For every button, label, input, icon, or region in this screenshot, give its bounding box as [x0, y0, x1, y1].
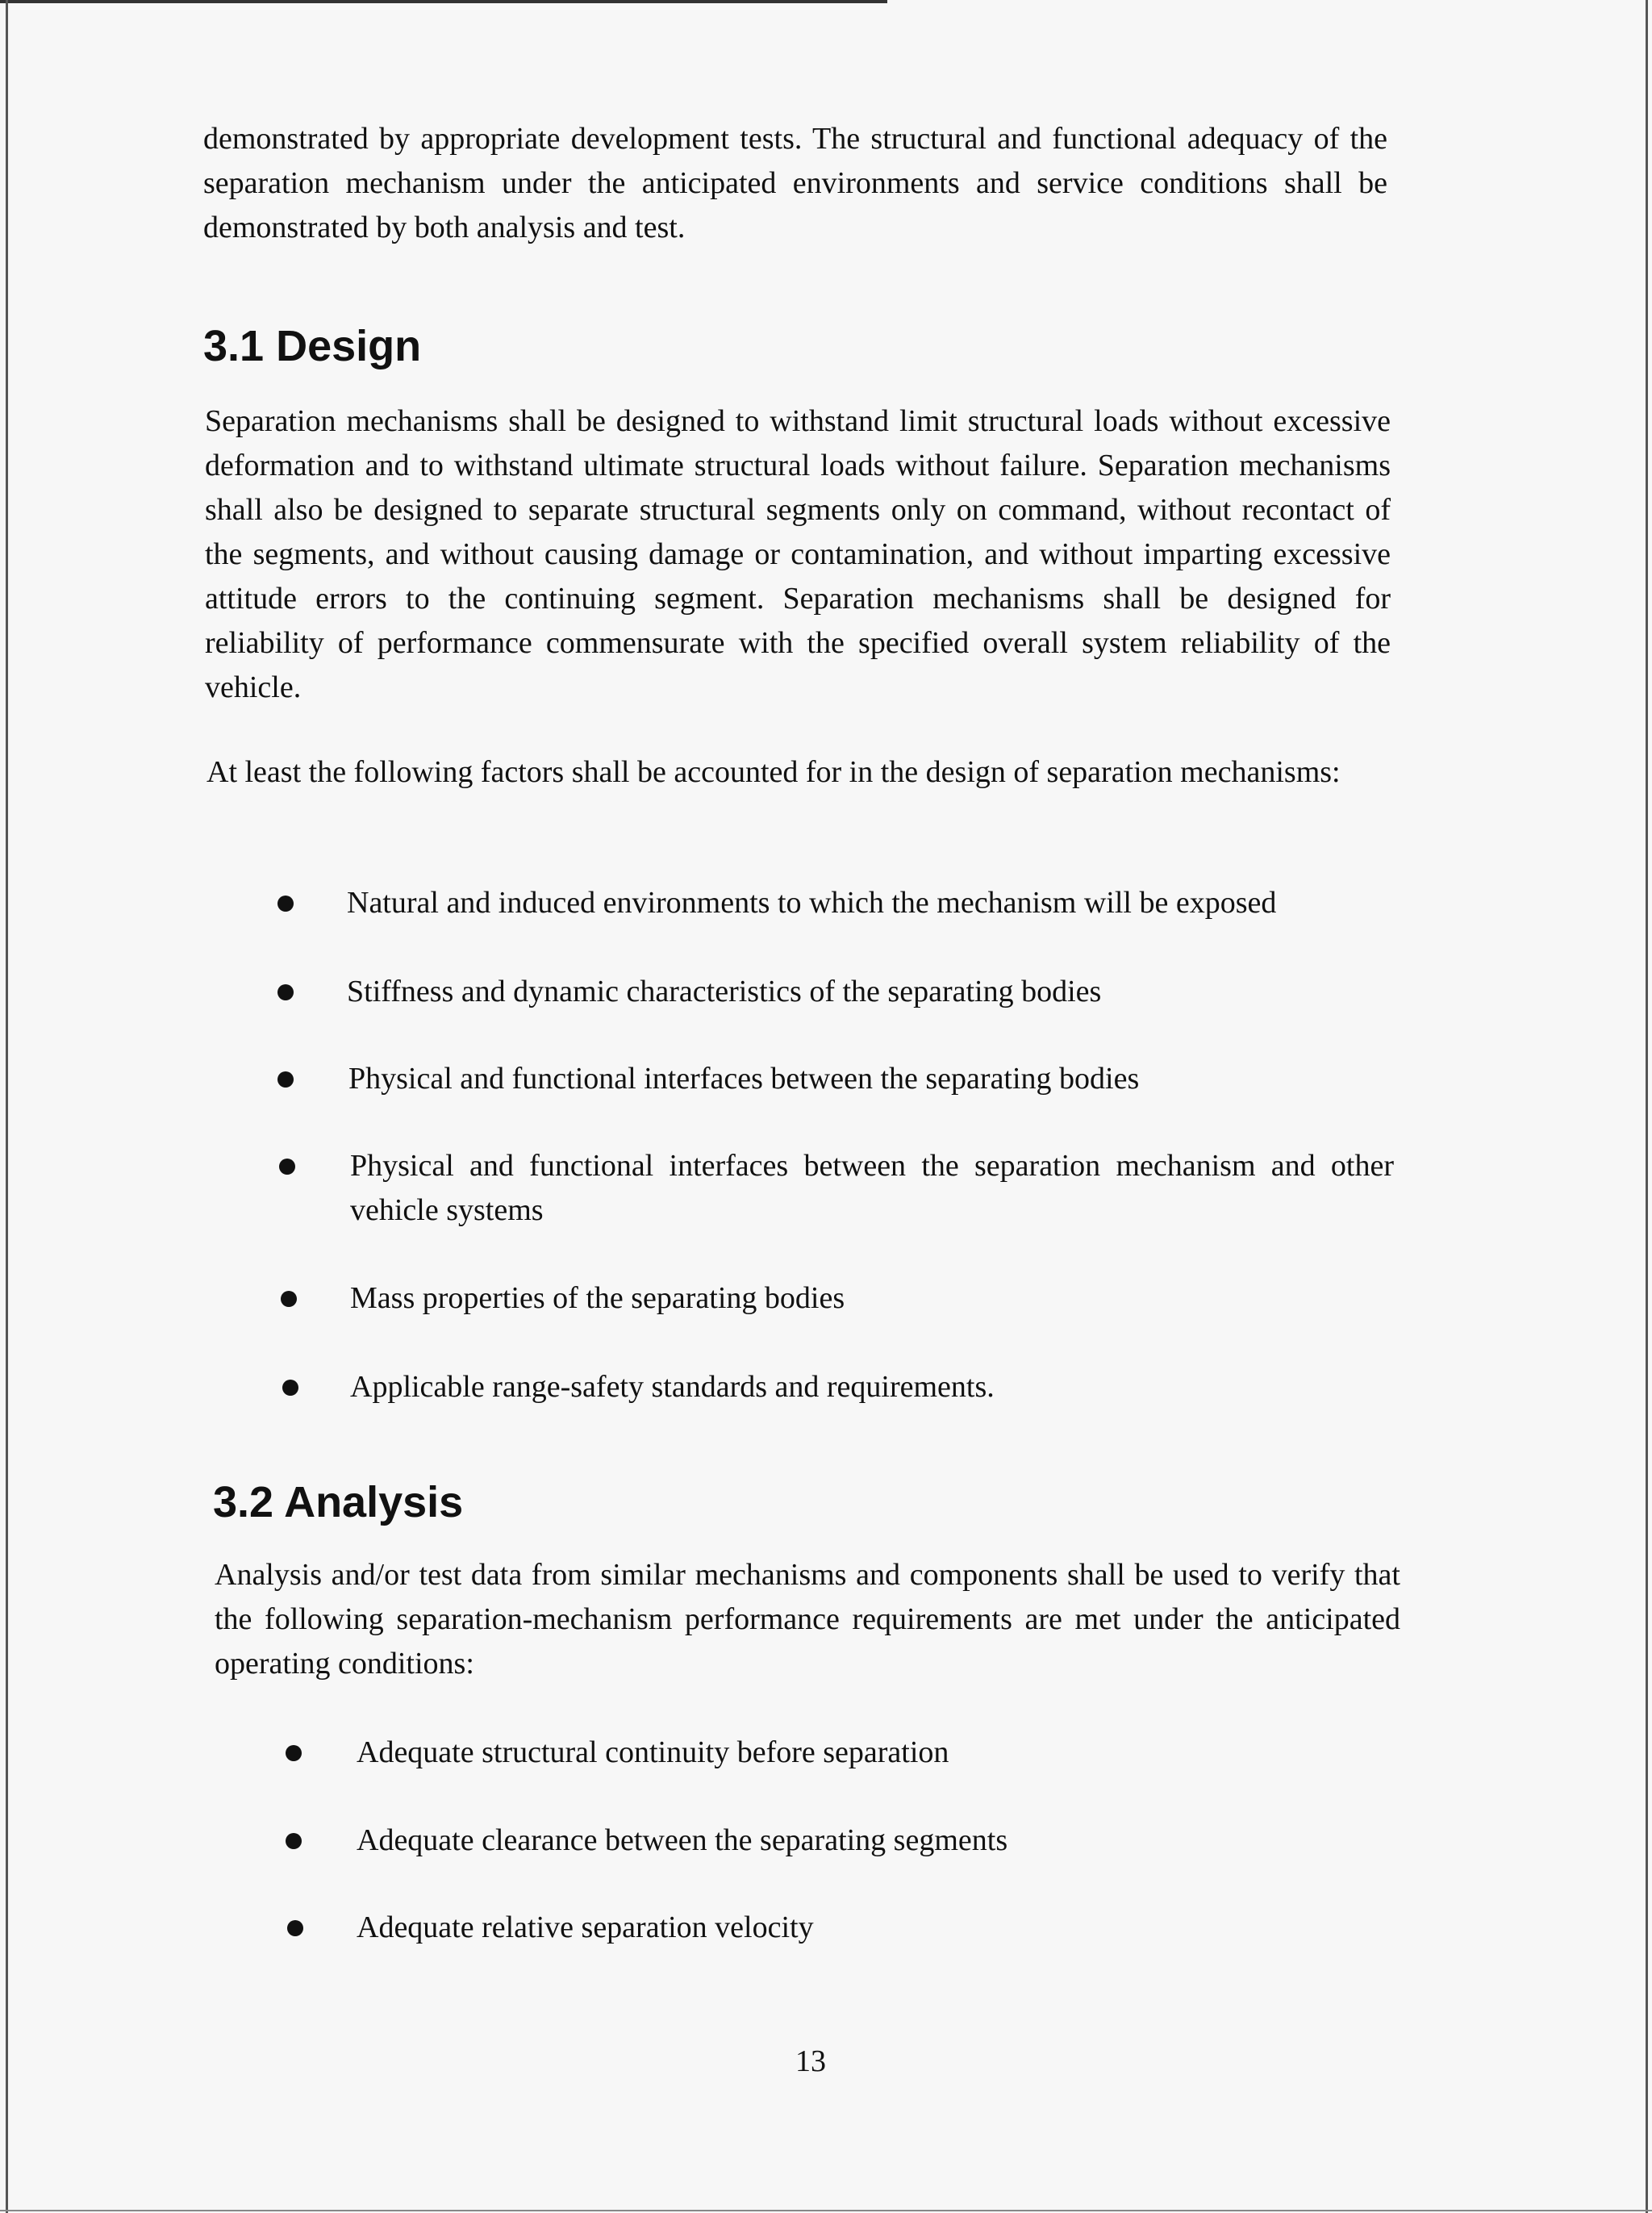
design-bullet-text: Physical and functional interfaces between the separation mechanism and other vehicle systems — [350, 1149, 1394, 1227]
page-edge-right — [1646, 0, 1648, 2213]
design-bullet-text: Applicable range-safety standards and requirements. — [350, 1370, 995, 1404]
bullet-dot-icon — [282, 1380, 298, 1396]
page-edge-top — [0, 0, 887, 3]
intro-paragraph: demonstrated by appropriate development tests. The structural and functional adequacy of the separation mechanism under the anticipated environments and service conditions shall be demonstrated by both analysis and test. — [203, 122, 1387, 244]
design-paragraph-2: At least the following factors shall be accounted for in the design of separation mechanisms: — [206, 755, 1341, 789]
design-paragraph-1: Separation mechanisms shall be designed to withstand limit structural loads without excessive deformation and to withstand ultimate structural loads without failure. Separation mechanisms shall also be designed to separate structural segments only on command, without recontact of the segments, and without causing damage or contamination, and without imparting excessive attitude errors to the continuing segment. Separation mechanisms shall be designed for reliability of performance commensurate with the specified overall system reliability of the vehicle. — [205, 404, 1391, 704]
analysis-paragraph-1: Analysis and/or test data from similar mechanisms and components shall be used to verify that the following separation-mechanism performance requirements are met under the anticipated operating conditions: — [215, 1558, 1400, 1681]
design-bullet-text: Mass properties of the separating bodies — [350, 1281, 845, 1315]
analysis-bullet-text: Adequate clearance between the separating segments — [357, 1823, 1008, 1857]
design-bullet-text: Physical and functional interfaces between the separating bodies — [348, 1062, 1140, 1096]
bullet-dot-icon — [277, 984, 294, 1000]
bullet-dot-icon — [281, 1291, 297, 1307]
bullet-dot-icon — [277, 896, 294, 912]
design-bullet-text: Natural and induced environments to which the mechanism will be exposed — [347, 886, 1277, 920]
bullet-dot-icon — [279, 1159, 295, 1175]
bullet-dot-icon — [287, 1920, 303, 1936]
bullet-dot-icon — [286, 1833, 302, 1849]
analysis-bullet-text: Adequate structural continuity before separation — [357, 1735, 949, 1769]
section-heading-analysis: 3.2 Analysis — [213, 1478, 464, 1526]
page-number: 13 — [795, 2044, 826, 2078]
design-bullet-text: Stiffness and dynamic characteristics of the separating bodies — [347, 975, 1102, 1008]
bullet-dot-icon — [277, 1071, 294, 1088]
page-edge-bottom — [0, 2210, 1652, 2211]
bullet-dot-icon — [286, 1745, 302, 1761]
page-edge-left — [6, 0, 8, 2213]
section-heading-design: 3.1 Design — [203, 322, 422, 370]
analysis-bullet-text: Adequate relative separation velocity — [357, 1910, 814, 1944]
